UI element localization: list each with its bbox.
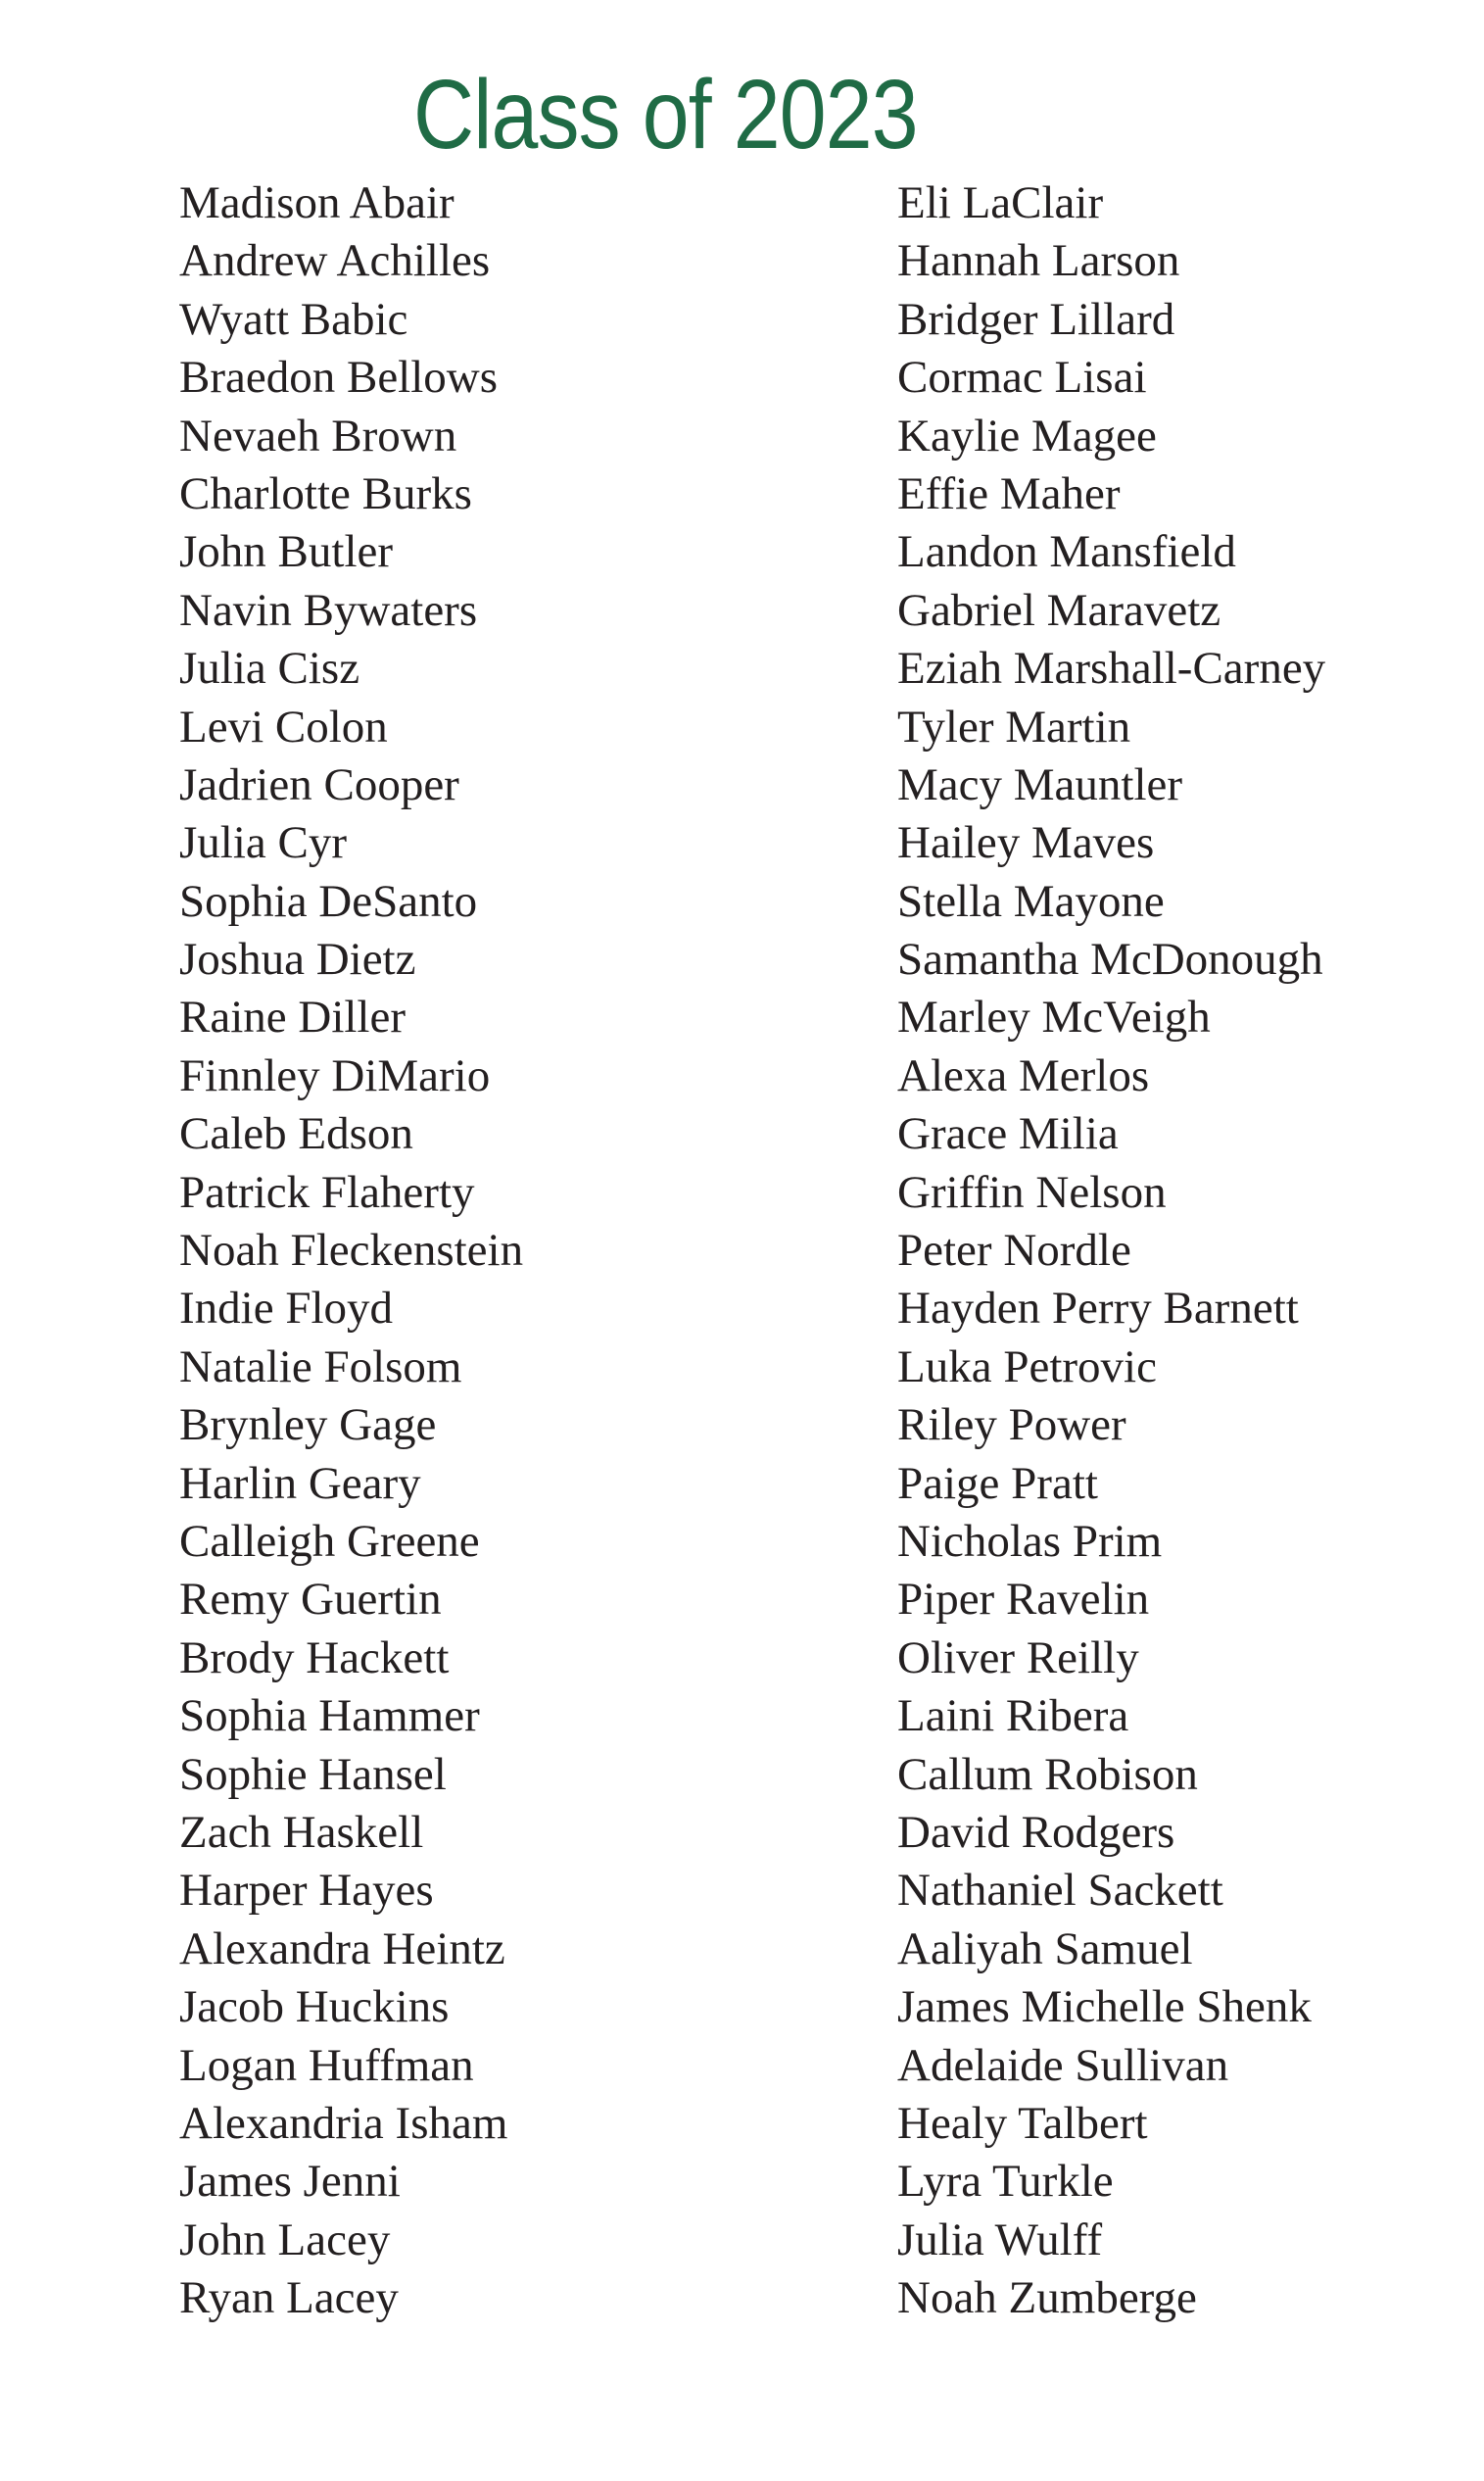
student-name: Sophia DeSanto (179, 875, 478, 927)
student-name: Hayden Perry Barnett (897, 1283, 1299, 1335)
student-name: Bridger Lillard (897, 293, 1175, 345)
student-name: Brynley Gage (179, 1399, 437, 1451)
student-name: Piper Ravelin (897, 1574, 1150, 1626)
student-name: Hailey Maves (897, 817, 1155, 869)
student-name: Gabriel Maravetz (897, 584, 1221, 636)
student-name: Patrick Flaherty (179, 1166, 475, 1218)
student-name: Brody Hackett (179, 1631, 450, 1683)
student-name: Marley McVeigh (897, 992, 1211, 1044)
student-name: Nevaeh Brown (179, 410, 457, 462)
student-name: Samantha McDonough (897, 934, 1323, 986)
student-name: Adelaide Sullivan (897, 2039, 1229, 2091)
student-name: Effie Maher (897, 467, 1121, 519)
student-name: Charlotte Burks (179, 467, 472, 519)
student-name: Harper Hayes (179, 1865, 434, 1917)
student-name: Eziah Marshall-Carney (897, 643, 1326, 695)
student-name: Sophia Hammer (179, 1690, 480, 1742)
student-name: Aaliyah Samuel (897, 1922, 1193, 1974)
student-name: Eli LaClair (897, 177, 1104, 228)
student-name: Finnley DiMario (179, 1049, 491, 1101)
student-name: Braedon Bellows (179, 352, 499, 404)
student-name: James Michelle Shenk (897, 1981, 1312, 2033)
student-name: Alexandra Heintz (179, 1922, 505, 1974)
student-name: Stella Mayone (897, 875, 1165, 927)
student-name: Zach Haskell (179, 1806, 424, 1858)
student-name: Nathaniel Sackett (897, 1865, 1223, 1917)
student-name: Kaylie Magee (897, 410, 1157, 462)
student-name: Callum Robison (897, 1748, 1198, 1800)
student-name: Luka Petrovic (897, 1340, 1157, 1392)
student-name: Jacob Huckins (179, 1981, 450, 2033)
page-title: Class of 2023 (413, 60, 918, 170)
student-name: Macy Mauntler (897, 758, 1183, 810)
student-name: Logan Huffman (179, 2039, 474, 2091)
student-name: Julia Wulff (897, 2213, 1103, 2265)
student-name: Lyra Turkle (897, 2156, 1114, 2208)
student-name: Navin Bywaters (179, 584, 478, 636)
student-name: Hannah Larson (897, 235, 1180, 287)
student-name: David Rodgers (897, 1806, 1175, 1858)
student-name: James Jenni (179, 2156, 401, 2208)
student-name: Remy Guertin (179, 1574, 442, 1626)
student-name: Wyatt Babic (179, 293, 408, 345)
student-name: Griffin Nelson (897, 1166, 1167, 1218)
names-column-left (179, 174, 523, 2327)
student-name: Andrew Achilles (179, 235, 491, 287)
student-name: Oliver Reilly (897, 1631, 1139, 1683)
student-name: Paige Pratt (897, 1457, 1098, 1509)
student-name: Laini Ribera (897, 1690, 1129, 1742)
student-name: Julia Cyr (179, 817, 348, 869)
student-name: Ryan Lacey (179, 2272, 399, 2324)
student-name: Levi Colon (179, 701, 388, 753)
student-name: Indie Floyd (179, 1283, 394, 1335)
student-name: Alexandria Isham (179, 2097, 508, 2149)
student-name: Nicholas Prim (897, 1515, 1163, 1567)
student-name: Peter Nordle (897, 1225, 1131, 1277)
student-name: Riley Power (897, 1399, 1126, 1451)
student-name: Healy Talbert (897, 2097, 1148, 2149)
student-name: Julia Cisz (179, 643, 360, 695)
student-name: Calleigh Greene (179, 1515, 480, 1567)
student-name: Madison Abair (179, 177, 455, 228)
student-name: Landon Mansfield (897, 526, 1236, 578)
student-name: Tyler Martin (897, 701, 1131, 753)
student-name: John Butler (179, 526, 394, 578)
student-name: Natalie Folsom (179, 1340, 462, 1392)
student-name: Joshua Dietz (179, 934, 416, 986)
student-name: Caleb Edson (179, 1108, 413, 1160)
student-name: Harlin Geary (179, 1457, 421, 1509)
student-name: Noah Zumberge (897, 2272, 1197, 2324)
student-name: Alexa Merlos (897, 1049, 1150, 1101)
student-name: Grace Milia (897, 1108, 1119, 1160)
student-name: John Lacey (179, 2213, 391, 2265)
names-column-right (897, 174, 1325, 2327)
student-name: Sophie Hansel (179, 1748, 447, 1800)
student-name: Cormac Lisai (897, 352, 1147, 404)
student-name: Noah Fleckenstein (179, 1225, 524, 1277)
student-name: Raine Diller (179, 992, 407, 1044)
student-name: Jadrien Cooper (179, 758, 459, 810)
